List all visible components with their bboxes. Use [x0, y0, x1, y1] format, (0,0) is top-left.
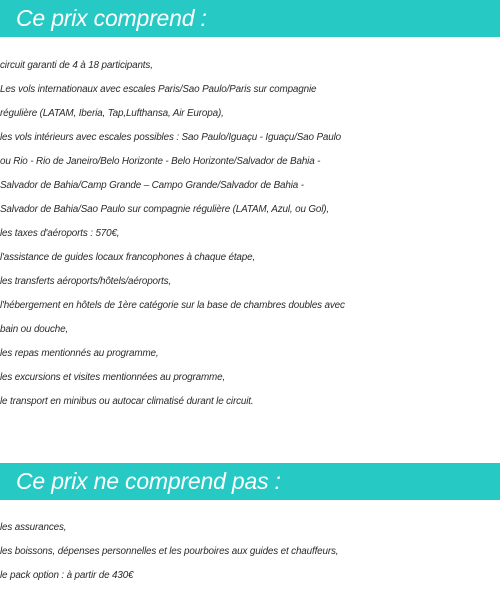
list-item: bain ou douche,	[0, 324, 69, 335]
list-item: les boissons, dépenses personnelles et les pourboires aux guides et chauffeurs,	[0, 546, 339, 557]
list-item: le pack option : à partir de 430€	[0, 570, 134, 581]
list-item: les transferts aéroports/hôtels/aéroports,	[0, 276, 171, 287]
list-item: les assurances,	[0, 522, 67, 533]
list-item: les vols intérieurs avec escales possibles : Sao Paulo/Iguaçu - Iguaçu/Sao Paulo	[0, 132, 341, 143]
not-included-section-title: Ce prix ne comprend pas :	[16, 468, 281, 494]
list-item: ou Rio - Rio de Janeiro/Belo Horizonte - Belo Horizonte/Salvador de Bahia -	[0, 156, 321, 167]
list-item: l'hébergement en hôtels de 1ère catégorie sur la base de chambres doubles avec	[0, 300, 345, 311]
list-item: circuit garanti de 4 à 18 participants,	[0, 60, 153, 71]
list-item: régulière (LATAM, Iberia, Tap,Lufthansa, Air Europa),	[0, 108, 224, 119]
included-section-header	[0, 0, 500, 37]
list-item: le transport en minibus ou autocar climatisé durant le circuit.	[0, 396, 254, 407]
list-item: Les vols internationaux avec escales Paris/Sao Paulo/Paris sur compagnie	[0, 84, 317, 95]
list-item: les taxes d'aéroports : 570€,	[0, 228, 120, 239]
list-item: l'assistance de guides locaux francophones à chaque étape,	[0, 252, 256, 263]
list-item: les excursions et visites mentionnées au programme,	[0, 372, 226, 383]
included-items-list	[0, 54, 500, 414]
list-item: Salvador de Bahia/Camp Grande – Campo Grande/Salvador de Bahia -	[0, 180, 304, 191]
included-section-title: Ce prix comprend :	[16, 5, 207, 31]
list-item: Salvador de Bahia/Sao Paulo sur compagnie régulière (LATAM, Azul, ou Gol),	[0, 204, 330, 215]
list-item: les repas mentionnés au programme,	[0, 348, 159, 359]
not-included-items-list	[0, 516, 500, 588]
not-included-section-header	[0, 463, 500, 500]
